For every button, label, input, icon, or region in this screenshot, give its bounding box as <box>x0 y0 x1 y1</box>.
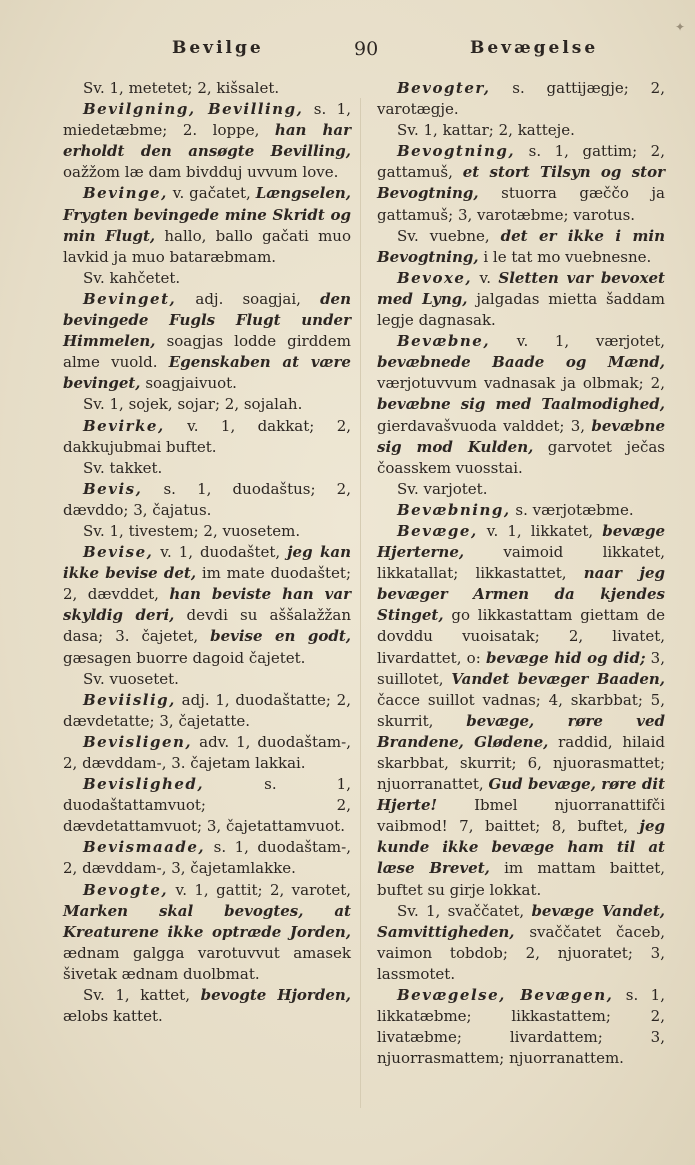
entry-text: s. 1, miedetæbme; 2. loppe, <box>63 100 351 140</box>
example-phrase: bevæbne sig mod Kulden, <box>377 416 665 456</box>
entry-text: im mate duodaštet; 2, dævddet, <box>63 564 352 604</box>
dictionary-entry <box>63 78 351 99</box>
dictionary-entry <box>63 880 351 985</box>
dictionary-entry <box>63 690 351 732</box>
entry-headword: Bevis, <box>83 479 143 498</box>
example-phrase: Egenskaben at være bevinget, <box>63 353 351 393</box>
entry-text: Sv. 1, sojek, sojar; 2, sojalah. <box>83 395 303 414</box>
entry-headword: Bevise, <box>83 543 154 562</box>
entry-text: adj. soagjai, <box>176 289 321 308</box>
entry-text: Sv. kahčetet. <box>83 268 181 287</box>
dictionary-entry <box>63 289 351 394</box>
entry-text: v. 1, værjotet, <box>490 332 665 351</box>
entry-text: v. 1, likkatet, <box>477 521 603 540</box>
entry-headword: Bevisligen, <box>83 732 193 751</box>
entry-headword: Bevinget, <box>83 289 177 308</box>
dictionary-entry <box>63 669 351 690</box>
entry-text: s. 1, duodaštus; 2, dævddo; 3, čajatus. <box>63 479 351 519</box>
entry-text: gæsagen buorre dagoid čajetet. <box>63 648 306 667</box>
entry-text: čacce suillot vadnas; 4, skarbbat; 5, skurrit, <box>377 690 665 730</box>
entry-headword: Bevilgning, Bevilling, <box>83 100 304 119</box>
entry-text: Sv. 1, metetet; 2, kišsalet. <box>83 79 280 97</box>
example-phrase: bevæge, røre ved Brandene, Glødene, <box>377 711 665 751</box>
entry-text: s. 1, duodaštattamvuot; 2, dævdetattamvuot; 3, čajetattamvuot. <box>63 775 351 836</box>
entry-headword: Bevogte, <box>83 880 169 899</box>
example-phrase: Længselen, Frygten bevingede mine Skridt og min Flugt, <box>63 184 351 245</box>
entry-headword: Bevoxe, <box>397 268 473 287</box>
entry-text: oažžom læ dam bivdduj uvvum love. <box>63 163 339 182</box>
example-phrase: det er ikke i min Bevogtning, <box>377 226 666 266</box>
entry-text: Sv. 1, svaččatet, <box>397 901 532 920</box>
entry-headword: Bevismaade, <box>83 838 206 857</box>
example-phrase: den bevingede Fugls Flugt under Himmelen, <box>63 289 351 351</box>
entry-text: svaččatet čaceb, vaimon tobdob; 2, njuoratet; 3, lassmotet. <box>377 922 665 983</box>
entry-text: 3, suillotet, <box>377 648 665 688</box>
entry-text: v. 1, duodaštet, <box>153 543 288 562</box>
example-phrase: bevæbnede Baade og Mænd, <box>377 353 665 372</box>
entry-text: ælobs kattet. <box>63 1007 163 1026</box>
entry-text: værjotuvvum vadnasak ja olbmak; 2, <box>377 374 665 393</box>
dictionary-entry <box>63 985 351 1027</box>
right-column <box>377 78 665 1069</box>
entry-text: i le tat mo vuebnesne. <box>478 247 652 266</box>
example-phrase: bevise en godt, <box>210 627 351 646</box>
entry-text: Sv. 1, kattet, <box>83 986 201 1005</box>
dictionary-entry <box>377 479 665 500</box>
example-phrase: Vandet bevæger Baaden, <box>451 669 665 688</box>
dictionary-entry <box>377 141 665 225</box>
dictionary-entry <box>377 226 665 268</box>
dictionary-entry <box>63 183 351 267</box>
example-phrase: bevæge Hjerterne, <box>377 521 665 562</box>
entry-headword: Bevinge, <box>83 184 168 203</box>
entry-headword: Beviislig, <box>83 690 176 709</box>
entry-text: gierdavašvuoda valddet; 3, <box>377 416 592 435</box>
dictionary-entry <box>377 500 665 521</box>
example-phrase: han beviste han var skyldig deri, <box>63 585 351 625</box>
example-phrase: bevæbne sig med Taalmodighed, <box>377 395 665 414</box>
dictionary-entry <box>377 985 665 1069</box>
entry-text: v. 1, dakkat; 2, dakkujubmai buftet. <box>63 416 351 456</box>
dictionary-entry <box>63 774 351 837</box>
example-phrase: han har erholdt den ansøgte Bevilling, <box>63 121 351 161</box>
column-gutter <box>360 98 361 1108</box>
entry-text: Sv. takket. <box>83 458 163 477</box>
example-phrase: bevæge hid og did; <box>485 648 646 667</box>
example-phrase: Sletten var bevoxet med Lyng, <box>377 268 665 308</box>
dictionary-entry <box>377 78 665 120</box>
left-column <box>63 78 351 1027</box>
entry-text: stuorra gæččo ja gattamuš; 3, varotæbme; varotus. <box>377 184 665 224</box>
example-phrase: naar jeg bevæger Armen da kjendes Stinget, <box>377 564 665 625</box>
dictionary-entry <box>63 416 351 458</box>
dictionary-entry <box>63 394 351 415</box>
entry-text: Sv. varjotet. <box>397 479 488 498</box>
entry-headword: Bevirke, <box>83 416 165 435</box>
page-corner-mark: ✦ <box>675 20 686 34</box>
entry-headword: Bevogter, <box>397 79 491 97</box>
dictionary-entry <box>63 521 351 542</box>
entry-text: adj. 1, duodaštatte; 2, dævdetatte; 3, čajetatte. <box>63 690 351 730</box>
dictionary-entry <box>377 120 665 141</box>
header-left-catchword: Bevilge <box>172 38 264 58</box>
entry-text: soagjaivuot. <box>140 374 237 393</box>
dictionary-entry <box>377 521 665 901</box>
page-number: 90 <box>354 38 379 60</box>
entry-text: s. 1, likkatæbme; likkastattem; 2, livatæbme; livardattem; 3, njuorrasmattem; njuorranattem. <box>377 986 665 1068</box>
entry-text: adv. 1, duodaštam-, 2, dævddam-, 3. čajetam lakkai. <box>63 732 351 772</box>
entry-text: raddid, hilaid skarbbat, skurrit; 6, njuorasmattet; njuorranattet, <box>377 732 665 794</box>
dictionary-entry <box>63 542 351 669</box>
dictionary-entry <box>377 901 665 985</box>
example-phrase: jeg kan ikke bevise det, <box>63 543 351 583</box>
entry-text: s. 1, gattim; 2, gattamuš, <box>377 142 665 182</box>
entry-text: soagjas lodde girddem alme vuold. <box>63 332 351 372</box>
entry-text: Sv. 1, kattar; 2, katteje. <box>397 121 575 140</box>
example-phrase: Marken skal bevogtes, at Kreaturene ikke optræde Jorden, <box>63 901 351 941</box>
entry-text: im mattam baittet, buftet su girje lokkat. <box>377 859 665 899</box>
entry-text: s. gattijægje; 2, varotægje. <box>377 79 665 119</box>
entry-text: Sv. 1, tivestem; 2, vuosetem. <box>83 521 301 540</box>
entry-text: go likkastattam giettam de dovddu vuoisatak; 2, livatet, livardattet, o: <box>377 606 665 667</box>
dictionary-entry <box>63 99 351 183</box>
entry-text: v. gačatet, <box>167 184 256 203</box>
dictionary-entry <box>63 732 351 774</box>
entry-text: s. værjotæbme. <box>510 500 634 519</box>
entry-text: s. 1, duodaštam-, 2, dævddam-, 3, čajetamlakke. <box>63 838 351 878</box>
example-phrase: et stort Tilsyn og stor Bevogtning, <box>377 163 665 203</box>
dictionary-entry <box>63 268 351 289</box>
dictionary-entry <box>377 331 665 479</box>
entry-text: jalgadas mietta šaddam legje dagnasak. <box>377 289 665 330</box>
entry-headword: Bevæbne, <box>397 332 491 351</box>
entry-text: v. 1, gattit; 2, varotet, <box>168 880 351 899</box>
running-header <box>0 38 695 68</box>
header-right-catchword: Bevægelse <box>470 38 599 58</box>
entry-headword: Bevislighed, <box>83 775 205 794</box>
example-phrase: Gud bevæge, røre dit Hjerte! <box>377 775 665 815</box>
entry-headword: Bevogtning, <box>397 142 516 161</box>
entry-headword: Bevæbning, <box>397 500 511 519</box>
entry-headword: Bevæge, <box>397 521 478 540</box>
entry-text: Sv. vuebne, <box>397 226 501 245</box>
example-phrase: bevogte Hjorden, <box>200 986 351 1005</box>
dictionary-entry <box>63 458 351 479</box>
dictionary-entry <box>63 837 351 879</box>
entry-text: vaimoid likkatet, likkatallat; likkastattet, <box>377 543 665 583</box>
entry-headword: Bevægelse, Bevægen, <box>397 986 614 1005</box>
example-phrase: bevæge Vandet, Samvittigheden, <box>377 901 665 941</box>
entry-text: Ibmel njuorranattifči vaibmod! 7, baittet; 8, buftet, <box>377 796 665 836</box>
entry-text: ædnam galgga varotuvvut amasek šivetak ædnam duolbmat. <box>63 943 351 983</box>
entry-text: garvotet ječas čoasskem vuosstai. <box>377 437 665 477</box>
example-phrase: jeg kunde ikke bevæge ham til at læse Brevet, <box>377 817 665 878</box>
entry-text: v. <box>472 268 499 287</box>
entry-text: hallo, ballo gačati muo lavkid ja muo bataræbmam. <box>63 226 352 266</box>
entry-text: Sv. vuosetet. <box>83 669 179 688</box>
entry-text: devdi su aššalažžan dasa; 3. čajetet, <box>63 606 351 646</box>
dictionary-entry <box>377 268 665 331</box>
dictionary-entry <box>63 479 351 521</box>
